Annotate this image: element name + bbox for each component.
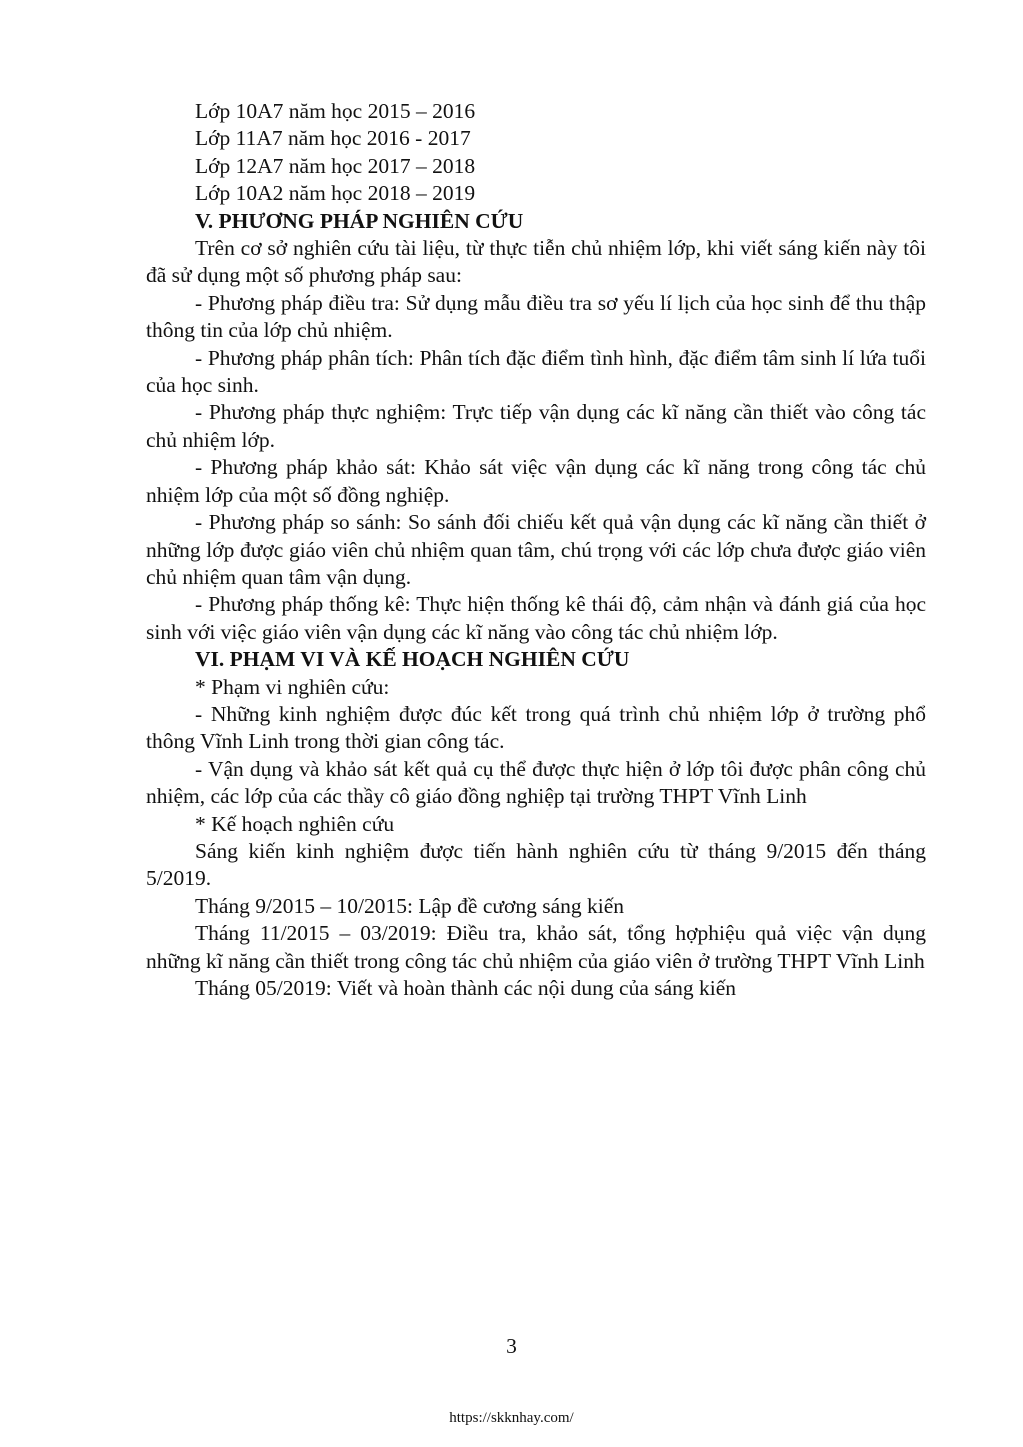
paragraph: * Phạm vi nghiên cứu: xyxy=(195,674,390,699)
class-year-list xyxy=(146,98,926,208)
class-year-line: Lớp 12A7 năm học 2017 – 2018 xyxy=(195,153,476,178)
paragraph: Sáng kiến kinh nghiệm được tiến hành nghiên cứu từ tháng 9/2015 đến tháng 5/2019. xyxy=(146,838,926,891)
paragraph: - Phương pháp điều tra: Sử dụng mẫu điều tra sơ yếu lí lịch của học sinh để thu thập thông tin của lớp chủ nhiệm. xyxy=(146,290,926,343)
paragraph: Trên cơ sở nghiên cứu tài liệu, từ thực tiễn chủ nhiệm lớp, khi viết sáng kiến này tôi đã sử dụng một số phương pháp sau: xyxy=(146,236,926,288)
paragraph: Tháng 05/2019: Viết và hoàn thành các nội dung của sáng kiến xyxy=(195,976,737,1000)
paragraph: - Phương pháp thống kê: Thực hiện thống kê thái độ, cảm nhận và đánh giá của học sinh với việc giáo viên vận dụng các kĩ năng vào công tác chủ nhiệm lớp. xyxy=(146,592,926,644)
paragraph: - Phương pháp so sánh: So sánh đối chiếu kết quả vận dụng các kĩ năng cần thiết ở những lớp được giáo viên chủ nhiệm quan tâm, chú trọng với các lớp chưa được giáo viên chủ nhiệm quan tâm vận dụng. xyxy=(146,510,926,589)
paragraph: Tháng 9/2015 – 10/2015: Lập đề cương sáng kiến xyxy=(195,893,625,918)
paragraph: Tháng 11/2015 – 03/2019: Điều tra, khảo sát, tổng hợphiệu quả việc vận dụng những kĩ năng cần thiết trong công tác chủ nhiệm của giáo viên ở trường THPT Vĩnh Linh xyxy=(146,921,926,973)
section-heading-methods: V. PHƯƠNG PHÁP NGHIÊN CỨU xyxy=(195,208,524,233)
footer-url: https://skknhay.com/ xyxy=(449,1410,574,1426)
paragraph: - Phương pháp thực nghiệm: Trực tiếp vận dụng các kĩ năng cần thiết vào công tác chủ nhiệm lớp. xyxy=(146,400,926,452)
class-year-line: Lớp 10A7 năm học 2015 – 2016 xyxy=(195,99,476,123)
page-number: 3 xyxy=(506,1334,517,1358)
section-heading-scope-plan: VI. PHẠM VI VÀ KẾ HOẠCH NGHIÊN CỨU xyxy=(195,647,630,672)
paragraph: - Những kinh nghiệm được đúc kết trong quá trình chủ nhiệm lớp ở trường phổ thông Vĩnh Linh trong thời gian công tác. xyxy=(146,701,926,754)
paragraph: - Phương pháp khảo sát: Khảo sát việc vận dụng các kĩ năng trong công tác chủ nhiệm lớp của một số đồng nghiệp. xyxy=(146,455,926,507)
paragraph: * Kế hoạch nghiên cứu xyxy=(195,811,395,836)
class-year-line: Lớp 10A2 năm học 2018 – 2019 xyxy=(195,181,476,206)
paragraph: - Vận dụng và khảo sát kết quả cụ thể được thực hiện ở lớp tôi được phân công chủ nhiệm, các lớp của các thầy cô giáo đồng nghiệp tại trường THPT Vĩnh Linh xyxy=(146,756,926,809)
class-year-line: Lớp 11A7 năm học 2016 - 2017 xyxy=(195,126,471,151)
paragraph: - Phương pháp phân tích: Phân tích đặc điểm tình hình, đặc điểm tâm sinh lí lứa tuổi của học sinh. xyxy=(146,345,926,398)
page-content xyxy=(146,98,926,1002)
